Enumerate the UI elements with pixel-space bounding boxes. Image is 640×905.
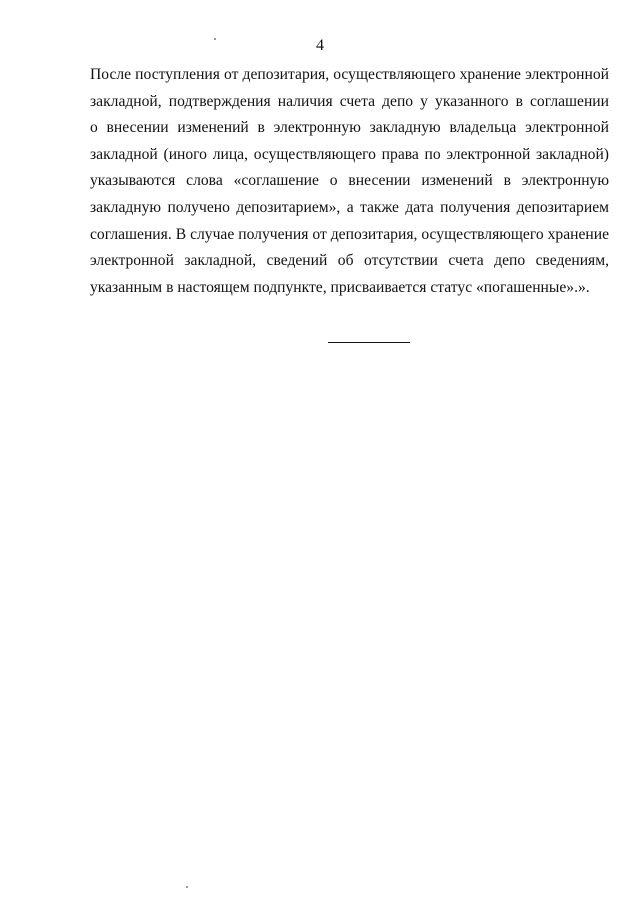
paragraph-line: соглашения. В случае получения от депозитария, осуществляющего хранение	[90, 225, 609, 243]
paragraph-line: указываются слова «соглашение о внесении изменений в электронную	[90, 172, 609, 190]
end-divider	[328, 342, 410, 343]
paragraph-line: закладной, подтверждения наличия счета депо у указанного в соглашении	[90, 92, 609, 110]
paragraph-line: о внесении изменений в электронную закладную владельца электронной	[90, 119, 609, 137]
paragraph-line: После поступления от депозитария, осуществляющего хранение электронной	[90, 66, 609, 83]
page-number: 4	[316, 37, 324, 54]
main-paragraph	[90, 62, 609, 301]
paragraph-line: закладную получено депозитарием», а также дата получения депозитарием	[90, 198, 609, 216]
paragraph-line: указанным в настоящем подпункте, присваивается статус «погашенные».».	[90, 278, 590, 296]
paragraph-line: закладной (иного лица, осуществляющего права по электронной закладной)	[90, 145, 609, 163]
scan-speck	[186, 886, 188, 888]
paragraph-line: электронной закладной, сведений об отсутствии счета депо сведениям,	[90, 252, 609, 270]
scan-speck	[214, 38, 216, 40]
